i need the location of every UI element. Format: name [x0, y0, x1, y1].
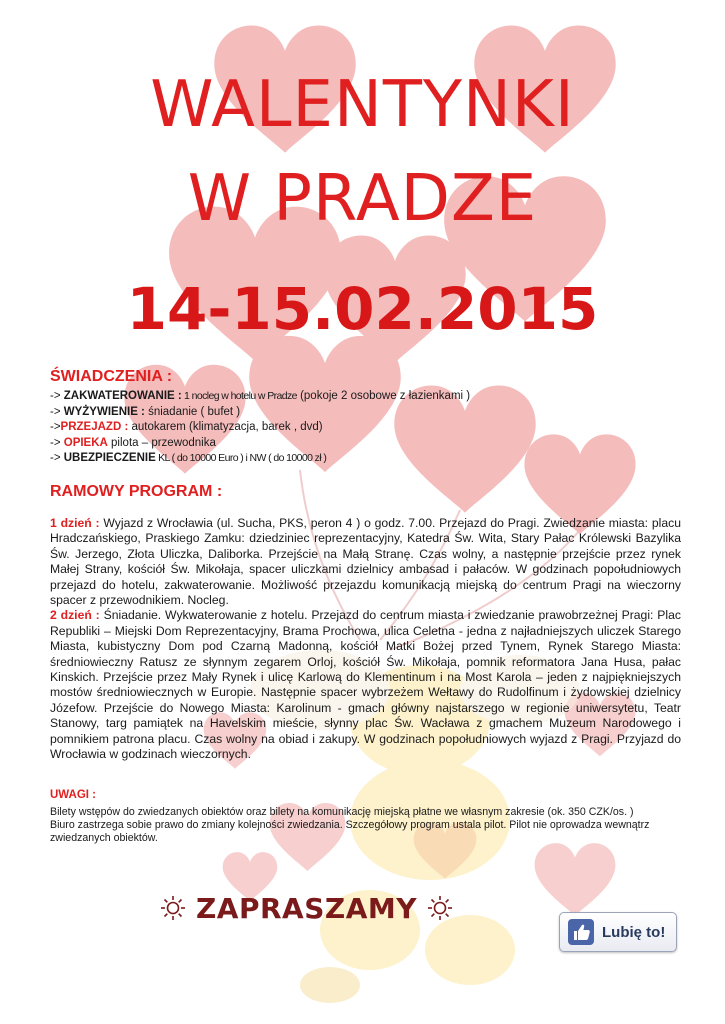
- benefits-list: [50, 389, 690, 467]
- program-body: [50, 516, 681, 763]
- day-2-text: Śniadanie. Wykwaterowanie z hotelu. Przejazd do centrum miasta i zwiedzanie prawobrzeżnej Pragi: Plac Republiki – Miejski Dom Reprezentacyjny, Brama Prochowa, ulica Celetna - jedna z najładniejszych uliczek Starego Miasta, kubistyczny Dom pod Czarną Madonną, kościół Matki Bożej przed Tynem, Rynek Starego Miasta: średniowieczny Ratusz ze słynnym zegarem Orloj, kościół Św. Mikołaja, pomnik reformatora Jana Husa, pałac Kinskich. Przejście przez Mały Rynek i ulicę Karlową do Klementinum i na Most Karola – jeden z najpiękniejszych mostów średniowiecznych w Europie. Następnie spacer wybrzeżem Wełtawy do Rudolfinum i żydowskiej dzielnicy Józefow. Przejście do Nowego Miasta: Karolinum - gmach główny najstarszego w regionie uniwersytetu, Teatr Stanowy, targ pamiątek na Havelskim mieście, słynny plac Św. Wacława z gmachem Muzeum Narodowego i pomnikiem patrona placu. Czas wolny na obiad i zakupy. W godzinach popołudniowych wyjazd z Pragi. Przyjazd do Wrocławia w godzinach wieczornych.: [50, 608, 681, 762]
- benefit-meals: -> WYŻYWIENIE : śniadanie ( bufet ): [50, 405, 241, 418]
- day-1-paragraph: [50, 516, 681, 608]
- event-date: 14-15.02.2015: [126, 275, 599, 343]
- day-2-label: 2 dzień :: [50, 608, 100, 623]
- notes-line-1: Bilety wstępów do zwiedzanych obiektów oraz bilety na komunikację miejską płatne we własnym zakresie (ok. 350 CZK/os. ): [50, 806, 634, 818]
- thumbs-up-icon: [568, 919, 594, 945]
- day-2-paragraph: [50, 608, 681, 762]
- title-line-1: WALENTYNKI: [150, 68, 575, 142]
- like-button-label: Lubię to!: [602, 923, 666, 941]
- invite-banner: [160, 888, 453, 928]
- like-button[interactable]: [559, 912, 677, 952]
- day-1-label: 1 dzień :: [50, 516, 100, 530]
- sun-icon: [160, 895, 186, 921]
- program-heading: RAMOWY PROGRAM :: [50, 483, 223, 500]
- benefit-transport: ->PRZEJAZD : autokarem (klimatyzacja, barek , dvd): [50, 421, 323, 433]
- title-line-2: W PRADZE: [187, 162, 538, 236]
- notes-body: [50, 806, 690, 846]
- sun-icon: [427, 895, 453, 921]
- benefit-guide: -> OPIEKA pilota – przewodnika: [50, 436, 216, 449]
- notes-heading: UWAGI :: [50, 789, 96, 801]
- benefits-heading: ŚWIADCZENIA :: [50, 368, 173, 385]
- day-1-text: Wyjazd z Wrocławia (ul. Sucha, PKS, peron 4 ) o godz. 7.00. Przejazd do Pragi. Zwiedzanie miasta: placu Hradczańskiego, Praskiego Zamku: dziedziniec reprezentacyjny, Katedra Św. Wita, Stary Pałac Królewski Bazylika Św. Jerzego, Złota Uliczka, Daliborka. Przejście na Małą Stranę. Czas wolny, a następnie przejście przez rynek Małej Strany, kościół Św. Mikołaja, spacer uliczkami dzielnicy ambasad i pałaców. W godzinach popołudniowych przejazd do hotelu, zakwaterowanie. Możliwość przejazdu komunikacją miejską do centrum Pragi na wieczorny spacer z przewodnikiem. Nocleg.: [50, 516, 681, 608]
- invite-label: ZAPRASZAMY: [196, 891, 418, 925]
- benefit-insurance: -> UBEZPIECZENIE KL ( do 10000 Euro ) i NW ( do 10000 zł ): [50, 452, 327, 464]
- benefit-accommodation: -> ZAKWATEROWANIE : 1 nocleg w hotelu w Pradze (pokoje 2 osobowe z łazienkami ): [50, 390, 471, 402]
- notes-line-2: Biuro zastrzega sobie prawo do zmiany kolejności zwiedzania. Szczegółowy program ustala pilot. Pilot nie oprowadza wewnątrz zwiedzanych obiektów.: [50, 819, 650, 845]
